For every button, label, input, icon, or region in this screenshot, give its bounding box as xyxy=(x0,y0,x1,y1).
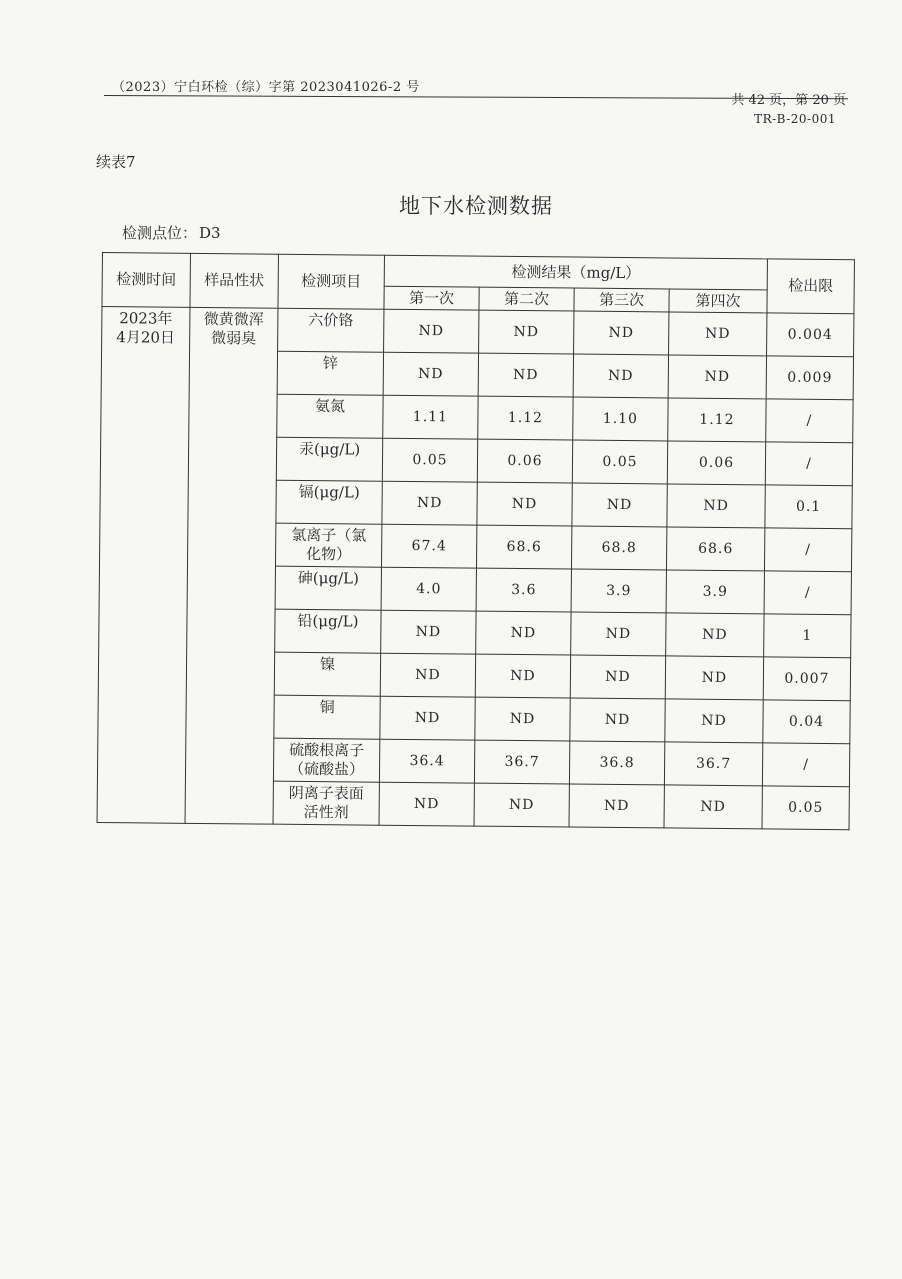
detection-limit-cell: 0.05 xyxy=(762,786,849,830)
item-name: 锌 xyxy=(277,351,383,395)
header-limit: 检出限 xyxy=(767,259,855,314)
result-cell: ND xyxy=(666,613,764,657)
result-cell: ND xyxy=(570,655,665,699)
result-cell: ND xyxy=(572,483,667,527)
item-name: 阴离子表面 活性剂 xyxy=(273,781,379,825)
detection-limit-cell: 0.009 xyxy=(766,356,853,400)
detection-limit-cell: / xyxy=(765,528,852,572)
result-cell: ND xyxy=(665,656,763,700)
result-cell: ND xyxy=(383,352,478,396)
result-cell: 68.6 xyxy=(666,527,764,571)
header-round-1: 第一次 xyxy=(384,286,479,310)
result-cell: 1.10 xyxy=(573,397,668,441)
result-cell: ND xyxy=(476,611,571,655)
result-cell: 4.0 xyxy=(381,567,476,611)
detection-limit-cell: 0.004 xyxy=(767,313,854,357)
item-name: 铅(μg/L) xyxy=(275,609,381,653)
result-cell: ND xyxy=(380,653,475,697)
result-cell: ND xyxy=(667,484,765,528)
result-cell: 1.11 xyxy=(383,395,478,439)
item-name: 砷(μg/L) xyxy=(275,566,381,610)
table-body xyxy=(97,307,854,830)
result-cell: ND xyxy=(384,309,479,353)
result-cell: ND xyxy=(379,782,474,826)
header-round-4: 第四次 xyxy=(669,289,767,313)
result-cell: ND xyxy=(571,612,666,656)
header-item: 检测项目 xyxy=(278,254,385,309)
detection-limit-cell: / xyxy=(765,442,852,486)
item-name: 镉(μg/L) xyxy=(276,480,382,524)
groundwater-data-table xyxy=(97,252,855,830)
result-cell: 3.9 xyxy=(666,570,764,614)
header-sample: 样品性状 xyxy=(190,253,279,308)
result-cell: ND xyxy=(477,482,572,526)
table-row xyxy=(102,307,854,357)
header-time: 检测时间 xyxy=(102,253,191,308)
result-cell: 0.06 xyxy=(477,439,572,483)
item-name: 铜 xyxy=(274,695,380,739)
result-cell: 1.12 xyxy=(478,396,573,440)
page-title: 地下水检测数据 xyxy=(399,194,553,218)
continued-table-label: 续表7 xyxy=(96,153,136,171)
header-round-2: 第二次 xyxy=(479,287,574,311)
result-cell: ND xyxy=(381,610,476,654)
result-cell: 1.12 xyxy=(668,398,766,442)
item-name: 六价铬 xyxy=(278,308,384,352)
result-cell: ND xyxy=(569,784,664,828)
result-cell: ND xyxy=(570,698,665,742)
result-cell: 0.06 xyxy=(667,441,765,485)
result-cell: 36.7 xyxy=(474,740,569,784)
header-result: 检测结果（mg/L） xyxy=(384,255,767,290)
site-line xyxy=(120,222,221,243)
result-cell: ND xyxy=(382,481,477,525)
detection-limit-cell: 0.1 xyxy=(765,485,852,529)
result-cell: ND xyxy=(573,354,668,398)
result-cell: ND xyxy=(669,312,767,356)
result-cell: 67.4 xyxy=(381,524,476,568)
result-cell: ND xyxy=(475,654,570,698)
result-cell: 0.05 xyxy=(382,438,477,482)
site-value: D3 xyxy=(199,224,221,242)
header-round-3: 第三次 xyxy=(574,288,669,312)
detection-limit-cell: 1 xyxy=(764,614,851,658)
result-cell: 68.8 xyxy=(571,526,666,570)
result-cell: 36.4 xyxy=(379,739,474,783)
result-cell: ND xyxy=(380,696,475,740)
result-cell: 3.9 xyxy=(571,569,666,613)
result-cell: ND xyxy=(479,310,574,354)
result-cell: 68.6 xyxy=(476,525,571,569)
item-name: 硫酸根离子 （硫酸盐） xyxy=(273,738,379,782)
result-cell: ND xyxy=(668,355,766,399)
detection-limit-cell: / xyxy=(766,399,853,443)
result-cell: 0.05 xyxy=(572,440,667,484)
result-cell: ND xyxy=(665,699,763,743)
result-cell: 36.7 xyxy=(664,742,762,786)
item-name: 汞(μg/L) xyxy=(276,437,382,481)
item-name: 氨氮 xyxy=(277,394,383,438)
detection-limit-cell: / xyxy=(764,571,851,615)
result-cell: ND xyxy=(475,697,570,741)
result-cell: 3.6 xyxy=(476,568,571,612)
result-cell: ND xyxy=(574,311,669,355)
report-number: （2023）宁白环检（综）字第 2023041026-2 号 xyxy=(112,80,420,95)
detection-limit-cell: / xyxy=(762,743,849,787)
sample-description: 微黄微浑 微弱臭 xyxy=(185,307,278,824)
document-code: TR-B-20-001 xyxy=(754,112,836,126)
page-info: 共 42 页，第 20 页 xyxy=(731,93,846,108)
result-cell: ND xyxy=(664,785,762,829)
detection-limit-cell: 0.04 xyxy=(763,700,850,744)
result-cell: ND xyxy=(478,353,573,397)
site-label: 检测点位： xyxy=(122,224,198,242)
item-name: 氯离子（氯 化物） xyxy=(275,523,381,567)
result-cell: 36.8 xyxy=(569,741,664,785)
detection-date: 2023年 4月20日 xyxy=(97,307,190,824)
detection-limit-cell: 0.007 xyxy=(763,657,850,701)
item-name: 镍 xyxy=(274,652,380,696)
result-cell: ND xyxy=(474,783,569,827)
